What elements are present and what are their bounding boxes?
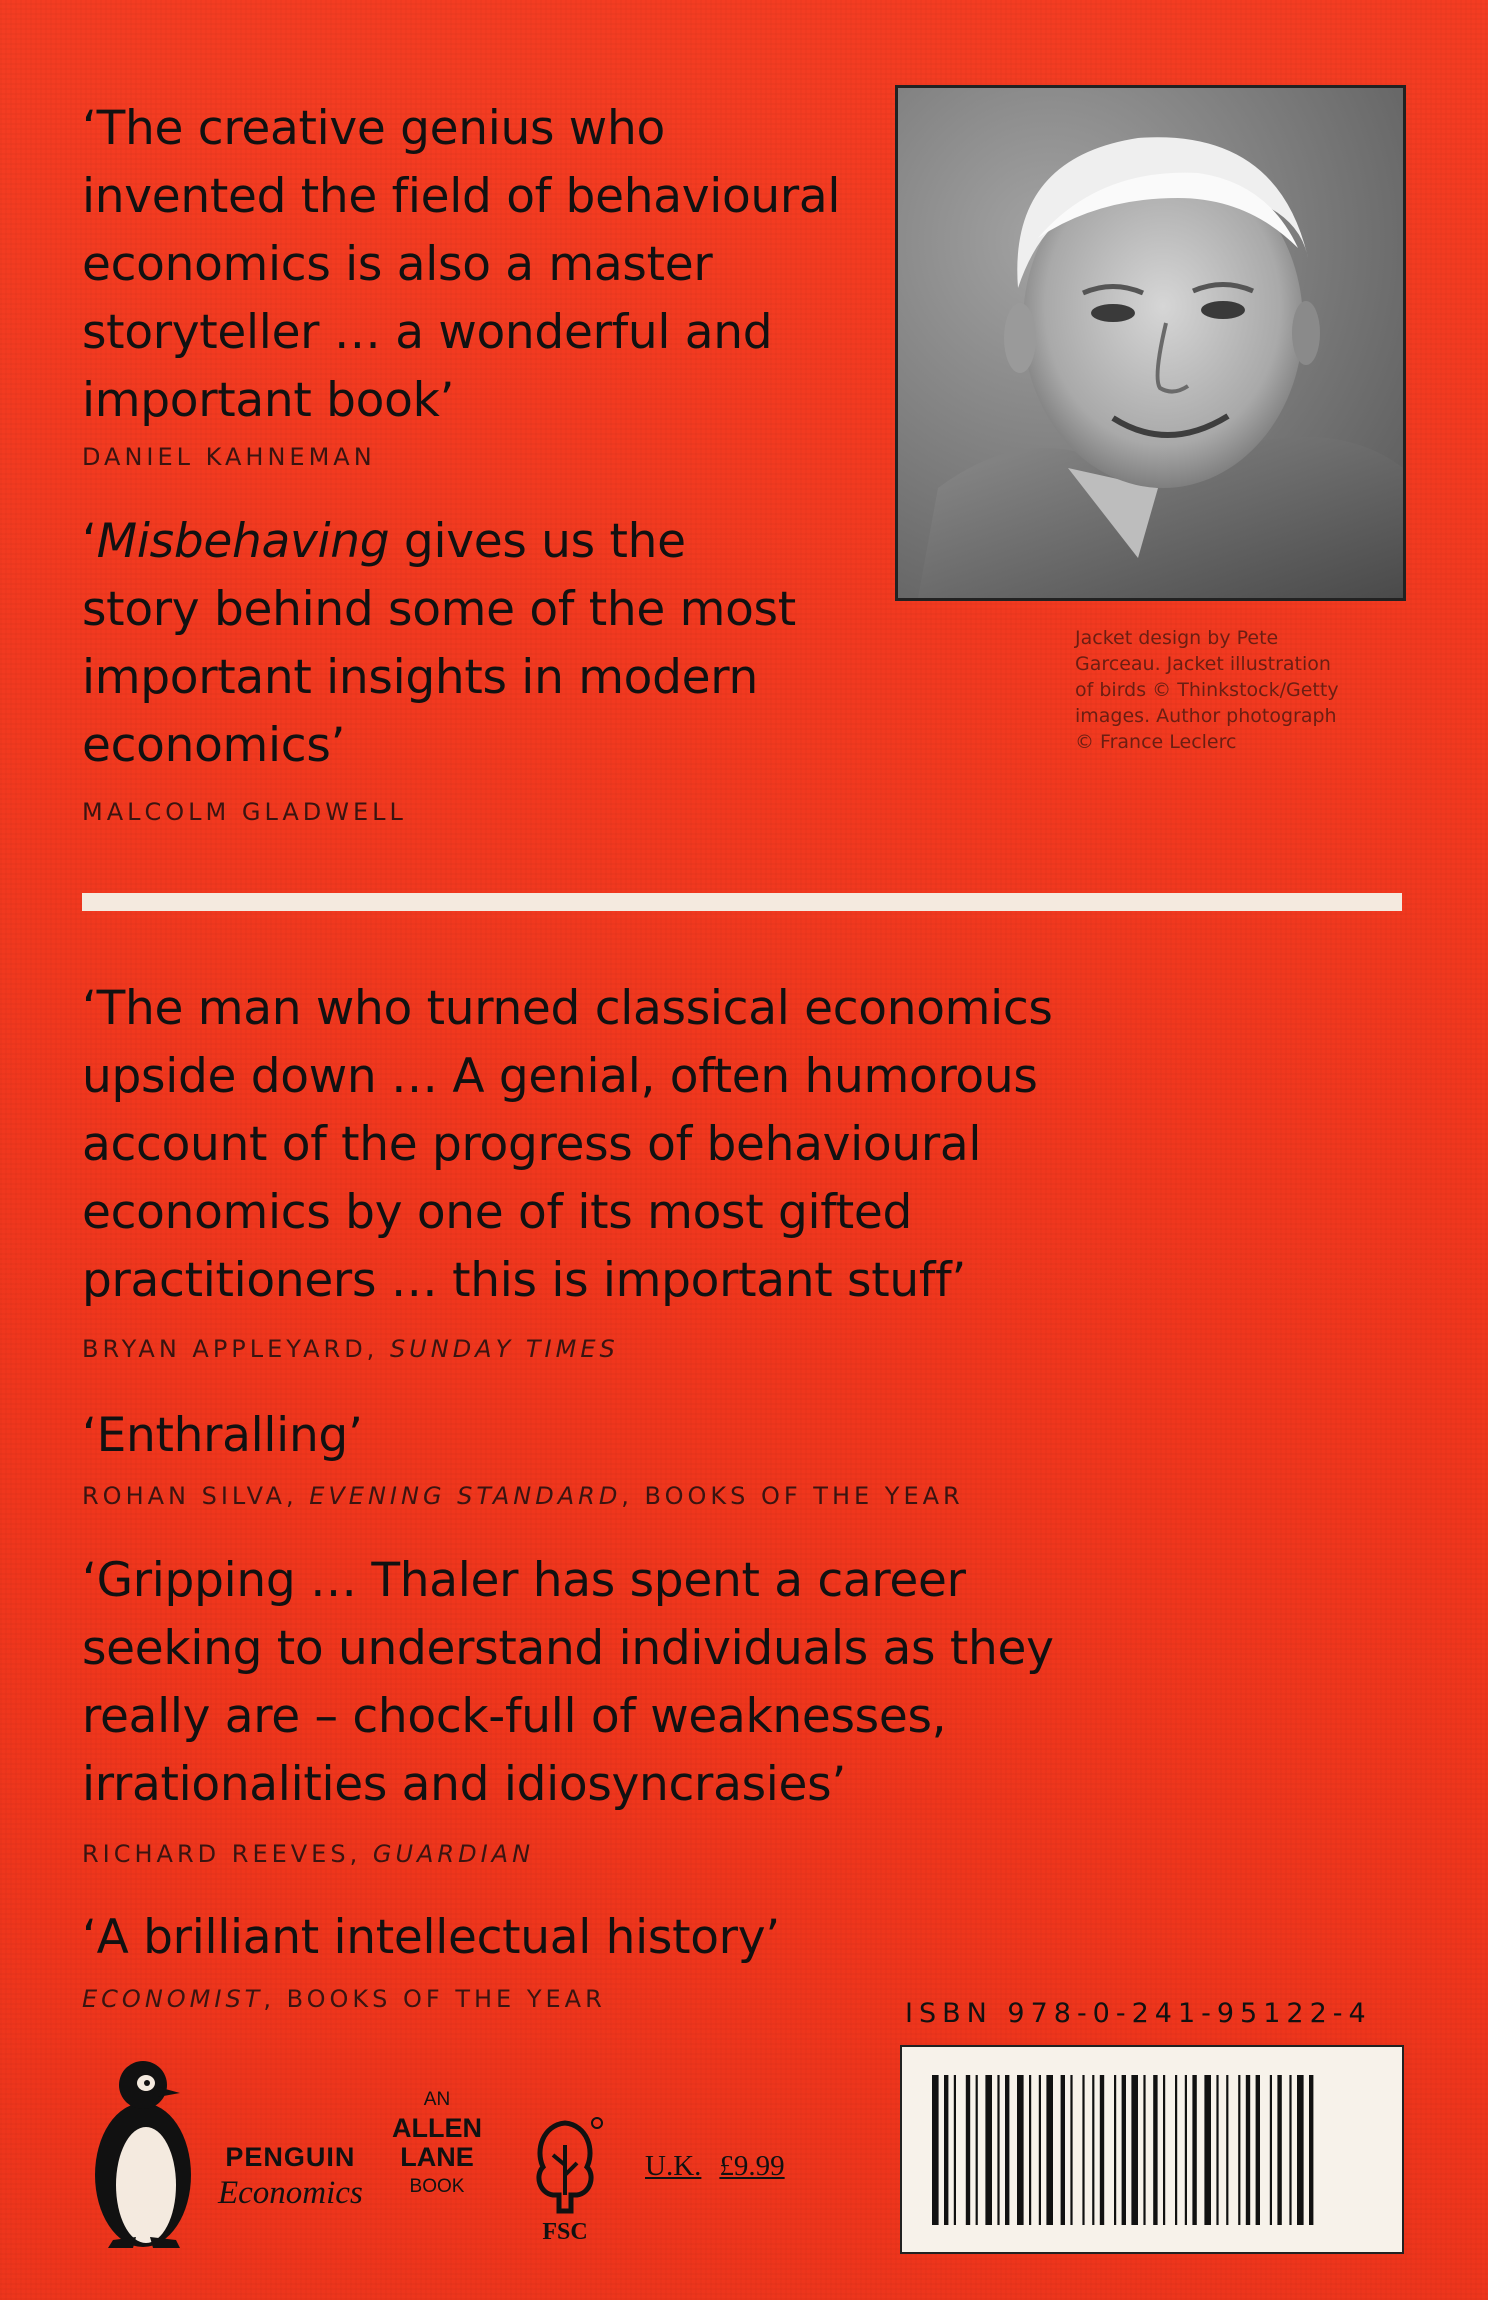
barcode-bar <box>1114 2075 1116 2225</box>
quote-appleyard: ‘The man who turned classical economics upside down … A genial, often humorous account of the progress of behavioural economics by one of its most gifted practitioners … this is important stuff’ <box>82 981 1053 1308</box>
barcode-bar <box>1082 2075 1084 2225</box>
fsc-label: FSC <box>542 2219 588 2245</box>
allen-allen: ALLEN <box>392 2113 482 2143</box>
barcode-bar <box>1153 2075 1157 2225</box>
quote-gladwell-lead: ‘ <box>82 514 97 569</box>
price <box>645 2150 785 2183</box>
barcode-bar <box>1092 2075 1094 2225</box>
barcode-bar <box>1185 2075 1187 2225</box>
barcode-bar <box>1131 2075 1138 2225</box>
quote-kahneman: ‘The creative genius who invented the field of behavioural economics is also a master storyteller … a wonderful and important book’ <box>82 101 841 428</box>
quote-reeves: ‘Gripping … Thaler has spent a career seeking to understand individuals as they really are – chock-full of weaknesses, irrationalities and idiosyncrasies’ <box>82 1553 1054 1812</box>
barcode <box>900 2045 1404 2254</box>
barcode-bar <box>1289 2075 1291 2225</box>
allen-lane-logo <box>392 2085 482 2201</box>
divider <box>82 893 1402 911</box>
attr-silva-name: ROHAN SILVA, <box>82 1482 310 1510</box>
barcode-bar <box>954 2075 956 2225</box>
attr-reeves-pub: GUARDIAN <box>372 1840 535 1868</box>
attribution-reeves <box>82 1840 534 1868</box>
quote-gladwell-rest: gives us the story behind some of the most important insights in modern economics’ <box>82 514 796 773</box>
attribution-economist <box>82 1985 606 2013</box>
barcode-bar <box>1256 2075 1260 2225</box>
jacket-credits: Jacket design by Pete Garceau. Jacket illustration of birds © Thinkstock/Getty images. Author photograph © France Leclerc <box>1075 627 1339 753</box>
barcode-bar <box>1216 2075 1218 2225</box>
barcode-bar <box>1297 2075 1304 2225</box>
attr-appleyard-pub: SUNDAY TIMES <box>389 1335 619 1363</box>
penguin-logo-icon <box>88 2055 198 2250</box>
barcode-bar <box>1238 2075 1240 2225</box>
attr-appleyard-name: BRYAN APPLEYARD, <box>82 1335 390 1363</box>
barcode-bar <box>1046 2075 1053 2225</box>
barcode-bar <box>1070 2075 1072 2225</box>
quote-silva: ‘Enthralling’ <box>82 1408 363 1463</box>
barcode-bar <box>1017 2075 1024 2225</box>
barcode-bar <box>1246 2075 1250 2225</box>
attribution-kahneman: DANIEL KAHNEMAN <box>82 443 376 471</box>
barcode-bar <box>985 2075 992 2225</box>
attr-economist-tail: , BOOKS OF THE YEAR <box>263 1985 606 2013</box>
barcode-bar <box>997 2075 999 2225</box>
author-photo <box>895 85 1406 601</box>
penguin-logo-line2: Economics <box>218 2175 363 2211</box>
barcode-bars <box>902 2047 1402 2252</box>
barcode-bar <box>1005 2075 1009 2225</box>
barcode-bar <box>1309 2075 1313 2225</box>
attribution-silva <box>82 1482 964 1510</box>
attr-silva-tail: , BOOKS OF THE YEAR <box>621 1482 964 1510</box>
attr-reeves-name: RICHARD REEVES, <box>82 1840 373 1868</box>
attribution-appleyard <box>82 1335 619 1363</box>
isbn-number: ISBN 978-0-241-95122-4 <box>905 1998 1372 2029</box>
fsc-logo-icon <box>525 2115 605 2245</box>
barcode-bar <box>1192 2075 1196 2225</box>
barcode-bar <box>1226 2075 1228 2225</box>
barcode-bar <box>1061 2075 1065 2225</box>
barcode-bar <box>1204 2075 1211 2225</box>
price-amount: £9.99 <box>719 2150 785 2182</box>
barcode-bar <box>1100 2075 1104 2225</box>
allen-an: AN <box>423 2089 451 2110</box>
barcode-bar <box>1163 2075 1165 2225</box>
price-country: U.K. <box>645 2150 702 2182</box>
allen-lane: LANE <box>400 2142 474 2172</box>
quote-gladwell <box>82 508 796 780</box>
attribution-gladwell: MALCOLM GLADWELL <box>82 798 407 826</box>
barcode-bar <box>966 2075 970 2225</box>
barcode-bar <box>1175 2075 1177 2225</box>
author-portrait-image <box>898 88 1403 598</box>
quote-gladwell-title: Misbehaving <box>96 514 390 569</box>
penguin-logo-line1: PENGUIN <box>225 2142 356 2172</box>
barcode-bar <box>976 2075 978 2225</box>
barcode-bar <box>1270 2075 1272 2225</box>
attr-economist-pub: ECONOMIST <box>82 1985 264 2013</box>
barcode-bar <box>944 2075 948 2225</box>
quote-economist: ‘A brilliant intellectual history’ <box>82 1910 780 1965</box>
allen-book: BOOK <box>409 2176 465 2197</box>
barcode-bar <box>1039 2075 1041 2225</box>
penguin-economics-logo <box>218 2142 363 2212</box>
barcode-bar <box>1029 2075 1031 2225</box>
attr-silva-pub: EVENING STANDARD <box>309 1482 622 1510</box>
barcode-bar <box>1143 2075 1145 2225</box>
barcode-bar <box>1122 2075 1126 2225</box>
barcode-bar <box>932 2075 939 2225</box>
barcode-bar <box>1277 2075 1281 2225</box>
